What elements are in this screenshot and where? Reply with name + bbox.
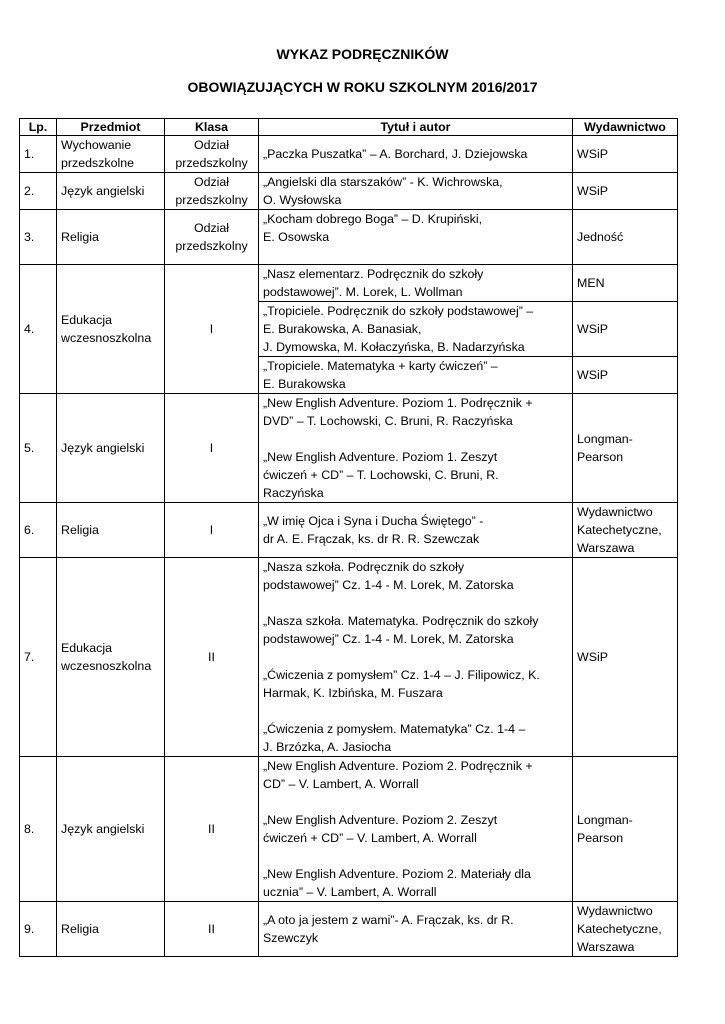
cell-class [165,136,259,173]
cell-class [165,757,259,902]
table-header-row [20,119,678,136]
title-author-line: Szewczyk [263,931,319,945]
table-body [20,136,678,957]
publisher-line: Wydawnictwo [577,505,653,519]
title-author-line [263,246,568,264]
cell-publisher [573,558,678,757]
class-line: II [208,650,215,664]
title-author-line: „New English Adventure. Poziom 2. Zeszyt [263,813,498,827]
title-author-line: Harmak, K. Izbińska, M. Fuszara [263,686,443,700]
publisher-line: WSiP [577,184,608,198]
class-line: II [208,822,215,836]
title-author-line [263,594,568,612]
subject-line: Religia [61,922,99,936]
title-author-line: „New English Adventure. Poziom 1. Podręcznik + [263,396,533,410]
cell-title-author [259,265,573,302]
cell-class [165,394,259,503]
title-author-line: ucznia” – V. Lambert, A. Worrall [263,885,437,899]
header-class: Klasa [165,119,259,136]
title-author-line: „Tropiciele. Podręcznik do szkoły podstawowej” – [263,304,534,318]
cell-subject [57,757,165,902]
cell-publisher [573,265,678,302]
cell-lp: 9. [20,902,57,957]
table-row [20,210,678,265]
title-author-line: „Paczka Puszatka” – A. Borchard, J. Dziejowska [263,147,528,161]
title-author-line: E. Burakowska [263,377,346,391]
subject-line: Język angielski [61,822,145,836]
cell-title-author [259,902,573,957]
class-line: I [209,441,214,455]
class-line: Odział [193,221,230,235]
cell-publisher [573,902,678,957]
header-title-author: Tytuł i autor [259,119,573,136]
cell-lp: 7. [20,558,57,757]
class-line: Odział [193,138,230,152]
title-author-line [263,648,568,666]
subject-line: Wychowanie [61,138,132,152]
table-row [20,902,678,957]
title-author-line: „Angielski dla starszaków” - K. Wichrowska, [263,175,503,189]
publisher-line: Pearson [577,450,624,464]
publisher-line: WSiP [577,650,608,664]
title-author-line: podstawowej” Cz. 1-4 - M. Lorek, M. Zatorska [263,578,514,592]
title-author-line: Raczyńska [263,486,324,500]
cell-class [165,902,259,957]
publisher-line: WSiP [577,368,608,382]
cell-publisher [573,503,678,558]
subject-line: przedszkolne [61,156,135,170]
cell-title-author [259,136,573,173]
header-publisher: Wydawnictwo [573,119,678,136]
subject-line: Język angielski [61,441,145,455]
publisher-line: MEN [577,276,605,290]
title-author-line: ćwiczeń + CD” – V. Lambert, A. Worrall [263,831,477,845]
title-author-line: „New English Adventure. Poziom 2. Materiały dla [263,867,531,881]
title-author-line: „Kocham dobrego Boga” – D. Krupiński, [263,212,483,226]
subject-line: Religia [61,230,99,244]
title-author-line: J. Brzózka, A. Jasiocha [263,740,392,754]
title-author-line: O. Wysłowska [263,193,342,207]
cell-publisher [573,136,678,173]
document-subtitle: OBOWIĄZUJĄCYCH W ROKU SZKOLNYM 2016/2017 [187,79,538,95]
cell-publisher [573,302,678,357]
publisher-line: Longman- [577,432,633,446]
class-line: I [209,322,214,336]
class-line: przedszkolny [175,156,248,170]
cell-subject [57,558,165,757]
cell-subject [57,136,165,173]
title-author-line [263,702,568,720]
title-author-line: DVD” – T. Lochowski, C. Bruni, R. Raczyńska [263,414,513,428]
cell-publisher [573,210,678,265]
publisher-line: Jedność [577,230,624,244]
publisher-line: Pearson [577,831,624,845]
title-author-line: „Tropiciele. Matematyka + karty ćwiczeń” – [263,359,498,373]
table-row [20,503,678,558]
cell-title-author [259,210,573,265]
title-author-line: „W imię Ojca i Syna i Ducha Świętego” - [263,514,484,528]
cell-subject [57,503,165,558]
publisher-line: Warszawa [577,940,635,954]
cell-class [165,173,259,210]
title-author-line: „Nasz elementarz. Podręcznik do szkoły [263,267,484,281]
cell-publisher [573,757,678,902]
table-row [20,394,678,503]
subject-line: Religia [61,523,99,537]
cell-subject [57,173,165,210]
title-author-line: E. Burakowska, A. Banasiak, [263,322,422,336]
subject-line: Edukacja [61,313,112,327]
title-author-line: podstawowej” Cz. 1-4 - M. Lorek, M. Zatorska [263,632,514,646]
table-row [20,173,678,210]
cell-title-author [259,173,573,210]
title-author-line: „New English Adventure. Poziom 1. Zeszyt [263,450,498,464]
title-author-line: „A oto ja jestem z wami”- A. Frączak, ks. dr R. [263,913,514,927]
cell-title-author [259,757,573,902]
title-author-line: ćwiczeń + CD” – T. Lochowski, C. Bruni, R. [263,468,499,482]
title-author-line: dr A. E. Frączak, ks. dr R. R. Szewczak [263,532,480,546]
class-line: przedszkolny [175,239,248,253]
cell-title-author [259,302,573,357]
cell-class [165,265,259,394]
table-row [20,757,678,902]
title-author-line: CD” – V. Lambert, A. Worrall [263,777,419,791]
title-author-line: „New English Adventure. Poziom 2. Podręcznik + [263,759,533,773]
cell-title-author [259,503,573,558]
cell-class [165,503,259,558]
document-title: WYKAZ PODRĘCZNIKÓW [276,46,449,62]
cell-lp: 1. [20,136,57,173]
header-lp: Lp. [20,119,57,136]
publisher-line: Katechetyczne, [577,523,662,537]
cell-lp: 8. [20,757,57,902]
cell-lp: 6. [20,503,57,558]
publisher-line: WSiP [577,147,608,161]
cell-lp: 3. [20,210,57,265]
publisher-line: Warszawa [577,541,635,555]
header-subject: Przedmiot [57,119,165,136]
cell-subject [57,265,165,394]
cell-class [165,210,259,265]
table-row [20,558,678,757]
cell-lp: 2. [20,173,57,210]
subject-line: wczesnoszkolna [61,659,152,673]
title-author-line: „Nasza szkoła. Matematyka. Podręcznik do szkoły [263,614,539,628]
publisher-line: Longman- [577,813,633,827]
cell-title-author [259,558,573,757]
cell-title-author [259,357,573,394]
subject-line: wczesnoszkolna [61,331,152,345]
publisher-line: WSiP [577,322,608,336]
title-author-line [263,847,568,865]
textbook-table [19,118,678,957]
class-line: Odział [193,175,230,189]
title-author-line: „Nasza szkoła. Podręcznik do szkoły [263,560,465,574]
title-author-line: „Ćwiczenia z pomysłem” Cz. 1-4 – J. Filipowicz, K. [263,668,540,682]
cell-title-author [259,394,573,503]
cell-lp: 5. [20,394,57,503]
subject-line: Edukacja [61,641,112,655]
cell-lp: 4. [20,265,57,394]
class-line: I [209,523,214,537]
class-line: II [208,922,215,936]
subject-line: Język angielski [61,184,145,198]
title-author-line [263,793,568,811]
cell-subject [57,210,165,265]
cell-subject [57,394,165,503]
publisher-line: Wydawnictwo [577,904,653,918]
title-author-line [263,430,568,448]
title-author-line: „Ćwiczenia z pomysłem. Matematyka” Cz. 1-4 – [263,722,526,736]
table-row [20,136,678,173]
table-row [20,265,678,302]
title-author-line: E. Osowska [263,230,330,244]
class-line: przedszkolny [175,193,248,207]
cell-publisher [573,394,678,503]
cell-class [165,558,259,757]
cell-publisher [573,173,678,210]
cell-subject [57,902,165,957]
cell-publisher [573,357,678,394]
title-author-line: J. Dymowska, M. Kołaczyńska, B. Nadarzyńska [263,340,525,354]
title-author-line: podstawowej”. M. Lorek, L. Wollman [263,285,463,299]
publisher-line: Katechetyczne, [577,922,662,936]
